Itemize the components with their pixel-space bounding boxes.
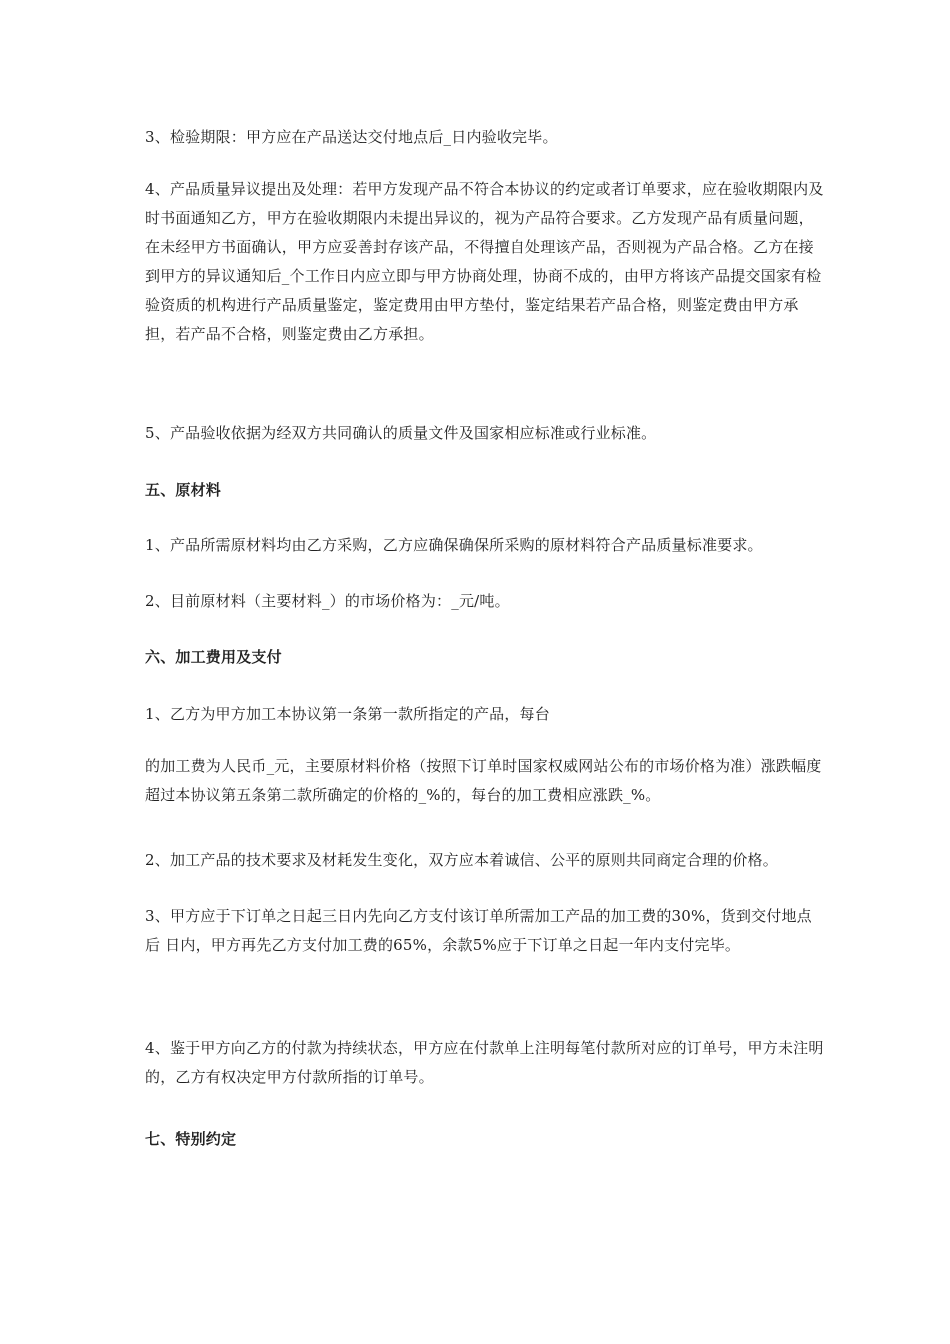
clause-5-2-market-price: 2、目前原材料（主要材料_）的市场价格为：_元/吨。 bbox=[145, 592, 510, 610]
section-heading-special-terms: 七、特别约定 bbox=[145, 1130, 237, 1148]
section-heading-processing-fees: 六、加工费用及支付 bbox=[145, 648, 282, 666]
clause-4-4-quality-dispute: 4、产品质量异议提出及处理：若甲方发现产品不符合本协议的约定或者订单要求，应在验收期限内及时书面通知乙方，甲方在验收期限内未提出异议的，视为产品符合要求。乙方发现产品有质量问题，在未经甲方书面确认，甲方应妥善封存该产品，不得擅自处理该产品，否则视为产品合格。乙方在接到甲方的异议通知后_个工作日内应立即与甲方协商处理，协商不成的，由甲方将该产品提交国家有检验资质的机构进行产品质量鉴定，鉴定费用由甲方垫付，鉴定结果若产品合格，则鉴定费由甲方承担，若产品不合格，则鉴定费由乙方承担。 bbox=[145, 180, 824, 343]
clause-6-4-order-number: 4、鉴于甲方向乙方的付款为持续状态，甲方应在付款单上注明每笔付款所对应的订单号，甲方未注明的，乙方有权决定甲方付款所指的订单号。 bbox=[145, 1039, 824, 1086]
section-heading-raw-materials: 五、原材料 bbox=[145, 481, 222, 499]
clause-6-3-payment-schedule: 3、甲方应于下订单之日起三日内先向乙方支付该订单所需加工产品的加工费的30%，货到交付地点后 日内，甲方再先乙方支付加工费的65%，余款5%应于下订单之日起一年内支付完毕。 bbox=[145, 907, 812, 954]
clause-6-1-fee-detail: 的加工费为人民币_元，主要原材料价格（按照下订单时国家权威网站公布的市场价格为准）涨跌幅度超过本协议第五条第二款所确定的价格的_%的，每台的加工费相应涨跌_%。 bbox=[145, 757, 822, 804]
clause-5-1-procurement: 1、产品所需原材料均由乙方采购，乙方应确保确保所采购的原材料符合产品质量标准要求。 bbox=[145, 536, 763, 554]
clause-4-3-inspection-period: 3、检验期限：甲方应在产品送达交付地点后_日内验收完毕。 bbox=[145, 128, 558, 146]
clause-6-2-price-adjustment: 2、加工产品的技术要求及材耗发生变化，双方应本着诚信、公平的原则共同商定合理的价格。 bbox=[145, 851, 778, 869]
clause-6-1-fee-intro: 1、乙方为甲方加工本协议第一条第一款所指定的产品，每台 bbox=[145, 705, 550, 723]
clause-4-5-acceptance-basis: 5、产品验收依据为经双方共同确认的质量文件及国家相应标准或行业标准。 bbox=[145, 424, 657, 442]
